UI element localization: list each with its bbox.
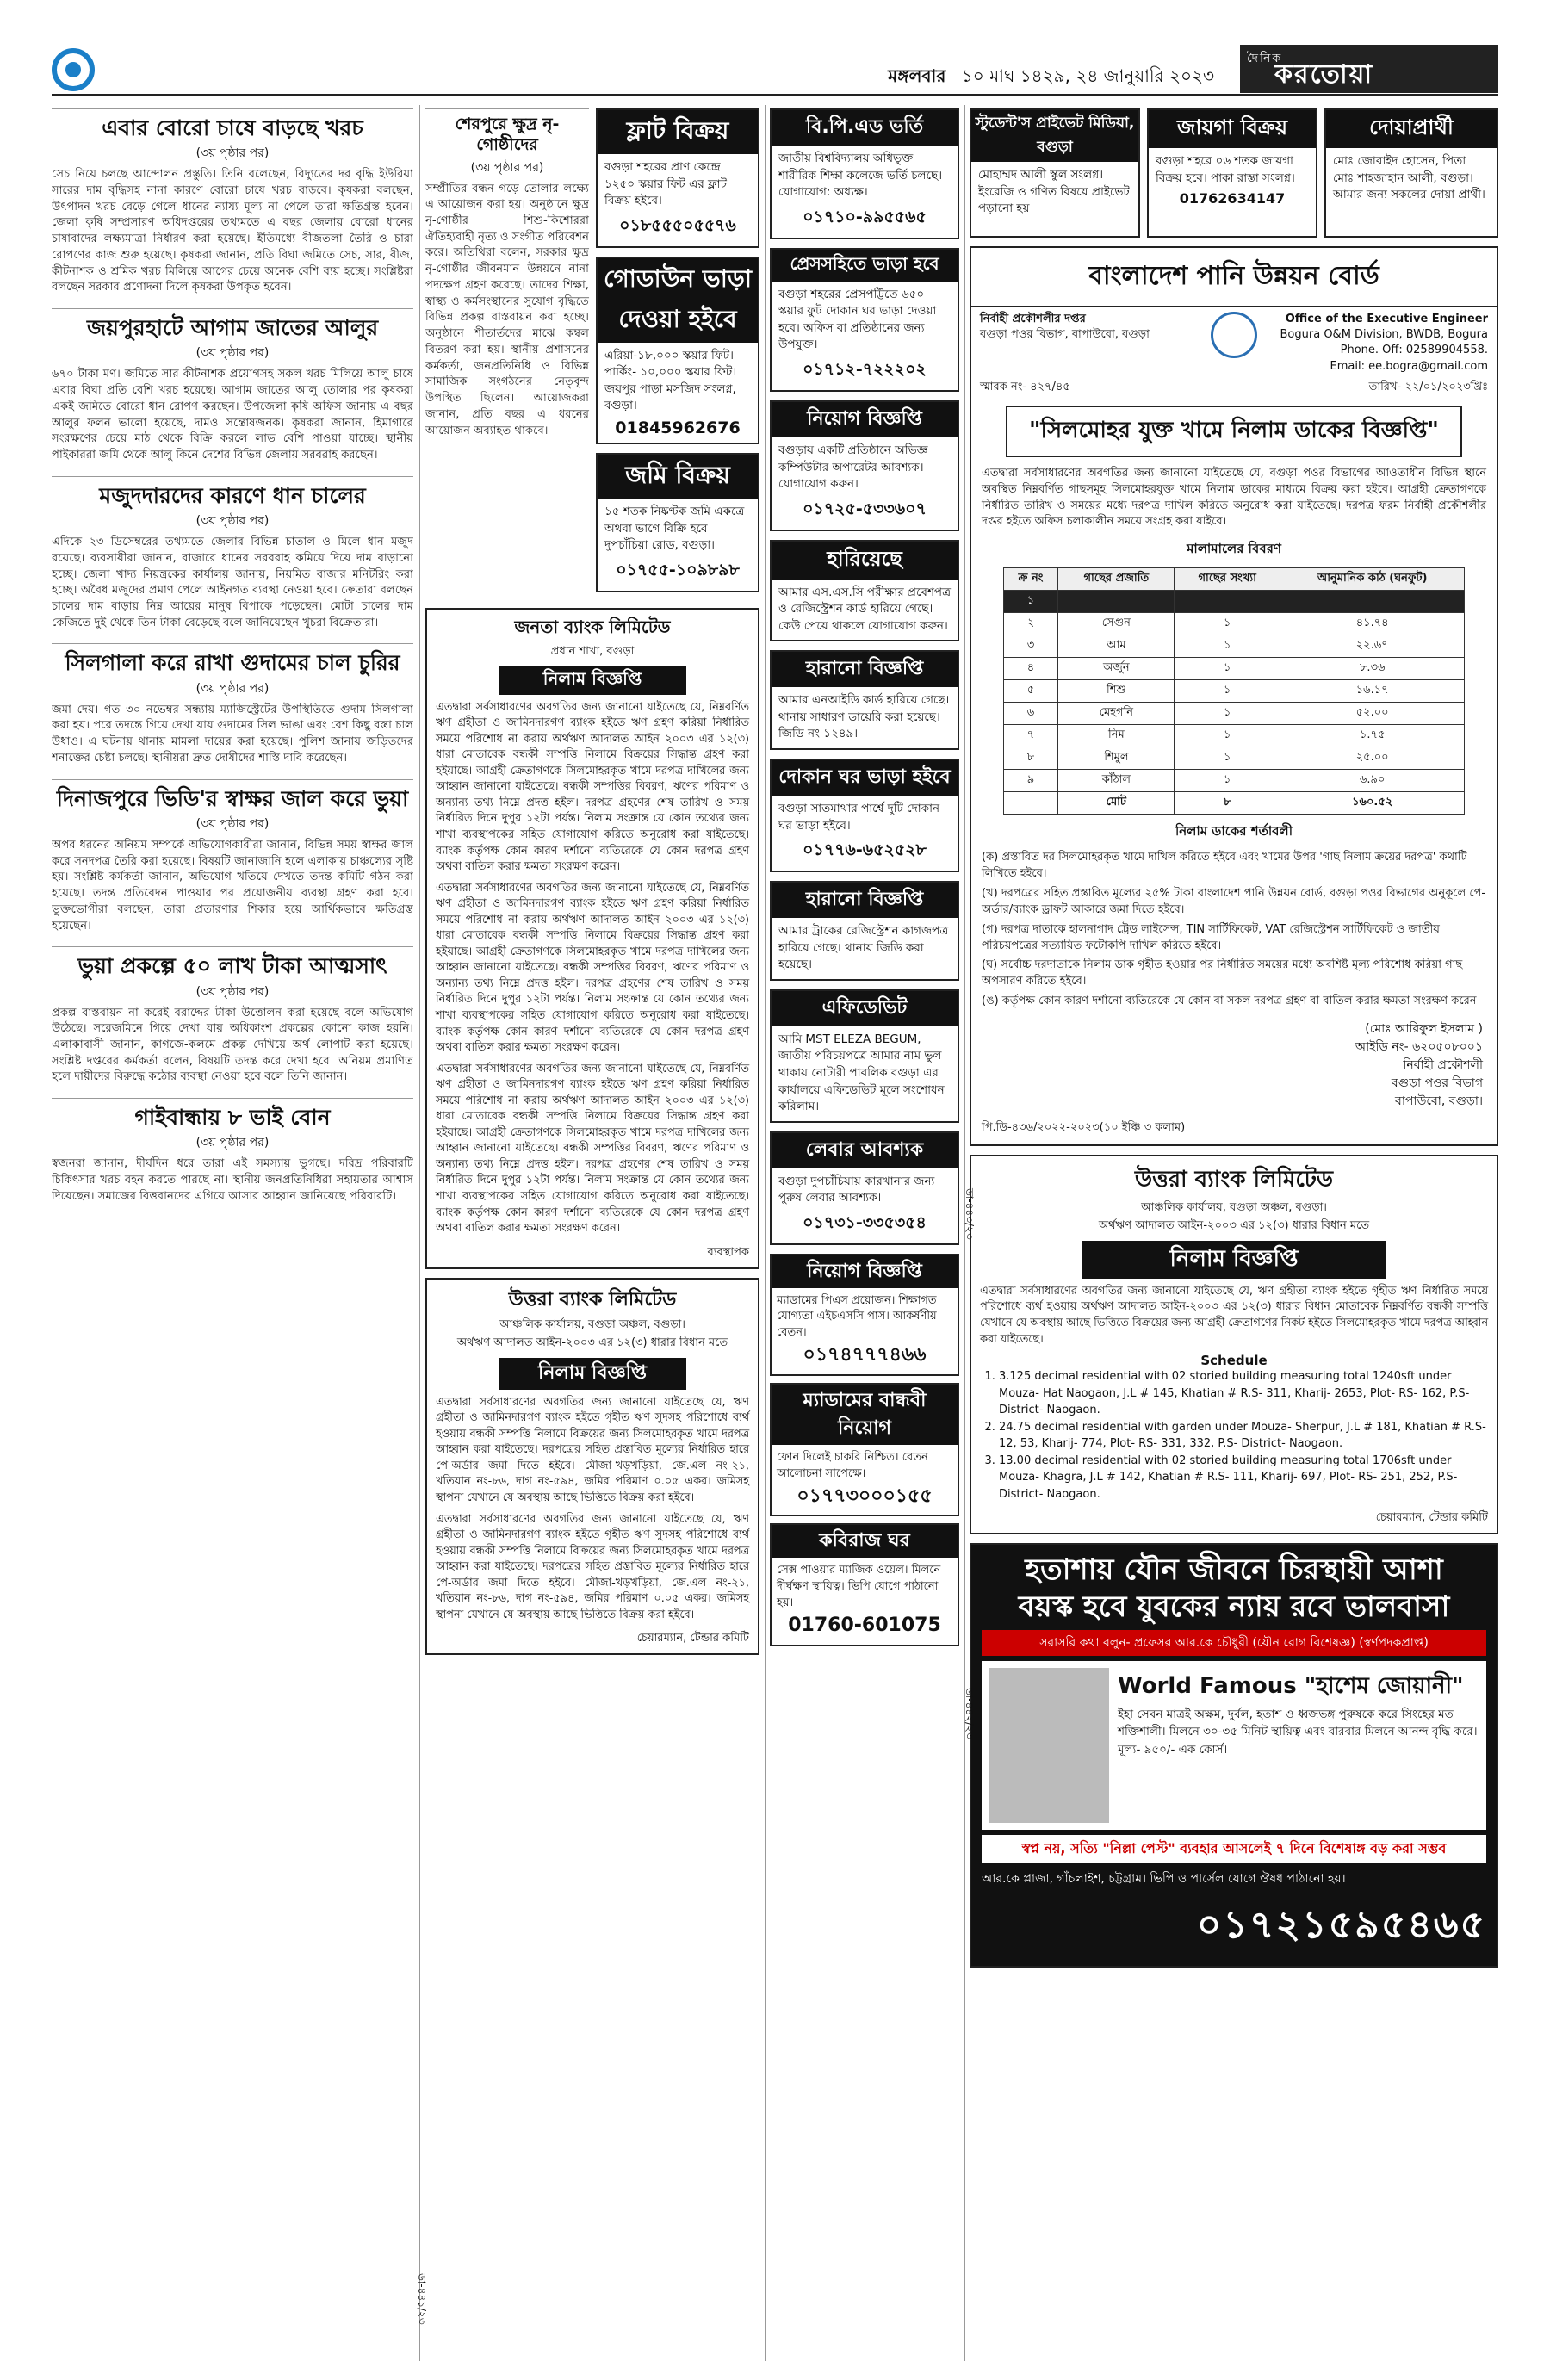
column-divider — [419, 105, 420, 2361]
office-bn-addr: বগুড়া পওর বিভাগ, বাপাউবো, বগুড়া — [980, 328, 1150, 342]
table-row: ২ সেগুন ১ ৪১.৭৪ — [1003, 613, 1465, 635]
memo-date: তারিখ- ২২/০১/২০২৩খ্রিঃ — [1368, 380, 1488, 394]
ad-phone: ০১৭৭৬-৬৫২৫২৮ — [803, 840, 927, 860]
story-body: সেচ নিয়ে চলছে আন্দোলন প্রস্তুতি। তিনি বলেছেন, বিদ্যুতের দর বৃদ্ধি ইউরিয়া সারের দাম বৃদ্ধিসহ নানা কারণে বোরো চাষে খরচ বাড়বে। কৃষকরা বলছেন, উৎপাদন খরচ বেড়ে গেলে ধানের ন্যায্য মূল্য না পেলে তারা ক্ষতিগ্রস্ত হবেন। জেলা কৃষি সম্প্রসারণ অধিদপ্তরের তথ্যমতে এ বছর জেলায় বোরো ধানের চাষাবাদের লক্ষ্যমাত্রা নির্ধারণ করা হয়েছে। ইতিমধ্যে বীজতলা তৈরি ও চারা রোপণের কাজ শুরু হয়েছে। কৃষকরা জানান, প্রতি বিঘা জমিতে সেচ, সার, বীজ, কীটনাশক ও শ্রমিক খরচ মিলিয়ে আগের চেয়ে অনেক বেশি ব্যয় হচ্ছে। সংশ্লিষ্টরা বলছেন সরকার প্রণোদনা দিলে কৃষকরা উপকৃত হবেন। — [52, 168, 413, 294]
tender-signature — [971, 1012, 1497, 1119]
table-row: ৩ আম ১ ২২.৬৭ — [1003, 635, 1465, 658]
story-body: প্রকল্প বাস্তবায়ন না করেই বরাদ্দের টাকা উত্তোলন করা হয়েছে বলে অভিযোগ উঠেছে। সরেজমিনে গিয়ে দেখা যায় অধিকাংশ প্রকল্পের কোনো কাজ হয়নি। এলাকাবাসী জানান, কাগজে-কলমে প্রকল্প দেখিয়ে অর্থ লোপাট করা হয়েছে। সংশ্লিষ্ট দপ্তরের কর্মকর্তা বলেন, বিষয়টি তদন্ত করে দেখা হবে। অনিয়ম প্রমাণিত হলে দায়ীদের বিরুদ্ধে কঠোর ব্যবস্থা নেওয়া হবে বলে তিনি জানান। — [52, 1006, 413, 1084]
story-headline[interactable]: জয়পুরহাটে আগাম জাতের আলুর — [52, 308, 413, 341]
story-headline[interactable]: ভুয়া প্রকল্পে ৫০ লাখ টাকা আত্মসাৎ — [52, 946, 413, 979]
table-header: ক্র নং — [1003, 568, 1058, 591]
brand-small: দৈনিক — [1247, 52, 1283, 65]
story-body: জমা দেয়। গত ৩০ নভেম্বর সন্ধ্যায় ম্যাজিস্ট্রেটের উপস্থিতিতে গুদাম সিলগালা করা হয়। পরে তদন্তে গিয়ে দেখা যায় গুদামের সিল ভাঙা এবং বেশ কিছু বস্তা চাল উধাও। এ ঘটনায় থানায় মামলা দায়ের করা হয়েছে। পুলিশ জানায় জড়িতদের শনাক্তের চেষ্টা চলছে। স্থানীয়রা দ্রুত দোষীদের শাস্তি দাবি করেছেন। — [52, 703, 413, 765]
ad-heading: প্রেসসহিতে ভাড়া হবে — [772, 250, 958, 282]
bank-branch: প্রধান শাখা, বগুড়া — [550, 644, 635, 658]
story-headline[interactable]: দিনাজপুরে ভিডি'র স্বাক্ষর জাল করে ভুয়া — [52, 779, 413, 812]
ad-heading: হারিয়েছে — [772, 542, 958, 580]
ad-phone: 01762634147 — [1179, 190, 1286, 208]
table-header: গাছের সংখ্যা — [1175, 568, 1280, 591]
office-en: Office of the Executive Engineer — [1285, 313, 1488, 325]
table-title: মালামালের বিবরণ — [1187, 541, 1281, 557]
ad-heading: গোডাউন ভাড়া দেওয়া হইবে — [598, 258, 758, 343]
story-continuation: (৩য় পৃষ্ঠার পর) — [195, 146, 270, 161]
date-text: ১০ মাঘ ১৪২৯, ২৪ জানুয়ারি ২০২৩ — [961, 65, 1214, 86]
ad-heading: নিয়োগ বিজ্ঞপ্তি — [772, 1255, 958, 1288]
janata-bank-notice[interactable] — [425, 608, 760, 1269]
ad-text: মোহাম্মদ আলী স্কুল সংলগ্ন। ইংরেজি ও গণিত বিষয়ে প্রাইভেট পড়ানো হয়। — [978, 168, 1130, 216]
ad-text: আমি MST ELEZA BEGUM, জাতীয় পরিচয়পত্রে আমার নাম ভুল থাকায় নোটারী পাবলিক বগুড়া এর কার্যালয়ে এফিডেভিট মূলে সংশোধন করিলাম। — [778, 1032, 945, 1114]
health-sub: সরাসরি কথা বলুন- প্রফেসর আর.কে চৌধুরী (যৌন রোগ বিশেষজ্ঞ) (স্বর্ণপদকপ্রাপ্ত) — [982, 1630, 1486, 1656]
ad-text: আমার ট্রাকের রেজিস্ট্রেশন কাগজপত্র হারিয়ে গেছে। থানায় জিডি করা হয়েছে। — [778, 924, 949, 972]
health-advertisement[interactable] — [970, 1543, 1498, 1968]
notice-sign: ব্যবস্থাপক — [707, 1245, 749, 1259]
notice-body: এতদ্বারা সর্বসাধারণের অবগতির জন্য জানানো যাইতেছে যে, ঋণ গ্রহীতা ব্যাংক হইতে গৃহীত ঋণ নির্ধারিত সময়ে পরিশোধে ব্যর্থ হওয়ায় অর্থঋণ আদালত আইন-২০০৩ এর ১২(৩) ধারার বিধান মোতাবেক নিম্নবর্ণিত বন্ধকী সম্পত্তি যেখানে যে অবস্থায় আছে ভিত্তিতে বিক্রয়ের জন্য আগ্রহী ক্রেতাগণের নিকট হইতে সিলমোহরকৃত খামে দরপত্র আহ্বান করা যাইতেছে। — [980, 1284, 1488, 1346]
tender-intro: এতদ্বারা সর্বসাধারণের অবগতির জন্য জানানো যাইতেছে যে, বগুড়া পওর বিভাগের আওতাধীন বিভিন্ন স্থানে অবস্থিত নিম্নবর্ণিত গাছসমূহ সিলমোহরযুক্ত খামে নিলাম ডাকের মাধ্যমে বিক্রয় করা হইবে। আগ্রহী ক্রেতাগণকে নির্ধারিত তারিখ ও সময়ের মধ্যে দরপত্র দাখিল করিতে অনুরোধ করা যাইতেছে। দরপত্র ফরম নির্বাহী প্রকৌশলীর দপ্তর হইতে অফিস চলাকালীন সময়ে সংগ্রহ করা যাইবে। — [982, 466, 1486, 529]
table-header: গাছের প্রজাতি — [1058, 568, 1175, 591]
ad-text: জাতীয় বিশ্ববিদ্যালয় অধিভুক্ত শারীরিক শিক্ষা কলেজে ভর্তি চলছে। যোগাযোগ: অধ্যক্ষ। — [778, 152, 943, 200]
ad-phone: ০১৭৫৫-১০৯৮৯৮ — [616, 560, 740, 580]
tender-gd: পি.ডি-৪৩৬/২০২২-২০২৩(১০ ইঞ্চি ৩ কলাম) — [982, 1120, 1186, 1134]
story-continuation: (৩য় পৃষ্ঠার পর) — [470, 160, 544, 175]
product-desc: ইহা সেবন মাত্রই অক্ষম, দুর্বল, হতাশ ও ধ্বজভঙ্গ পুরুষকে করে সিংহের মত শক্তিশালী। মিলনে ৩০-৩৫ মিনিট স্থায়িত্ব এবং বারবার মিলনে আনন্দ বৃদ্ধি করে। মূল্য- ৯৫০/- এক কোর্স। — [1118, 1708, 1478, 1757]
ad-heading: বি.পি.এড ভর্তি — [772, 110, 958, 146]
notice-body: এতদ্বারা সর্বসাধারণের অবগতির জন্য জানানো যাইতেছে যে, ঋণ গ্রহীতা ও জামিনদারগণ ব্যাংক হইতে গৃহীত ঋণ সুদসহ পরিশোধে ব্যর্থ হওয়ায় বন্ধকী সম্পত্তি নিলামে বিক্রয়ের জন্য সিলমোহরকৃত খামে দরপত্র আহ্বান করা যাইতেছে। দরপত্রের সহিত প্রস্তাবিত মূল্যের নির্ধারিত হারে পে-অর্ডার জমা দিতে হইবে। মৌজা-খড়খড়িয়া, জে.এল নং-২১, খতিয়ান নং-৮৬, দাগ নং-৫৯৪, জমির পরিমাণ ০.০৫ একর। জমিসহ স্থাপনা যেখানে যে অবস্থায় আছে ভিত্তিতে বিক্রয় করা হইবে। — [436, 1512, 749, 1621]
notice-sign: চেয়ারম্যান, টেন্ডার কমিটি — [636, 1632, 749, 1646]
tender-title: "সিলমোহর যুক্ত খামে নিলাম ডাকের বিজ্ঞপ্তি" — [1006, 406, 1462, 457]
classified-ad[interactable] — [770, 1131, 959, 1245]
uttara-bank-notice-2[interactable] — [425, 1278, 760, 1656]
memo-no: স্মারক নং- ৪২৭/৪৫ — [980, 380, 1070, 394]
classified-ad[interactable] — [770, 759, 959, 872]
ad-heading: এফিডেভিট — [772, 991, 958, 1026]
health-headline-2: বয়স্ক হবে যুবকের ন্যায় রবে ভালবাসা — [1018, 1589, 1450, 1624]
ad-text: সেক্স পাওয়ার ম্যাজিক ওয়েল। মিলনে দীর্ঘক্ষণ স্থায়িত্ব। ভিপি যোগে পাঠানো হয়। — [777, 1564, 941, 1609]
ad-heading: লেবার আবশ্যক — [772, 1133, 958, 1168]
story-headline[interactable]: শেরপুরে ক্ষুদ্র নৃ-গোষ্ঠীদের — [425, 108, 589, 156]
classified-ad[interactable] — [770, 540, 959, 642]
ad-text: ফোন দিলেই চাকরি নিশ্চিত। বেতন আলোচনা সাপেক্ষে। — [777, 1450, 928, 1480]
classified-ad[interactable] — [1324, 108, 1498, 238]
table-row: ৬ মেহগনি ১ ৫২.০০ — [1003, 703, 1465, 725]
bwdb-emblem-icon — [1211, 312, 1257, 358]
ad-heading: স্টুডেন্ট'স প্রাইভেট মিডিয়া, বগুড়া — [971, 110, 1138, 162]
ad-heading: ফ্লাট বিক্রয় — [598, 110, 758, 154]
ad-text: এরিয়া-১৮,০০০ স্কয়ার ফিট। পার্কিং- ১০,০০০ স্কয়ার ফিট। জয়পুর পাড়া মসজিদ সংলগ্ন, বগুড়া। — [604, 348, 737, 413]
classified-ad[interactable] — [770, 989, 959, 1123]
bank-law: অর্থঋণ আদালত আইন-২০০৩ এর ১২(৩) ধারার বিধান মতে — [456, 1336, 728, 1349]
gd-number: ডা-৪৪৩/২৩ — [964, 1188, 976, 1240]
ad-text: ১৫ শতক নিষ্কণ্টক জমি একত্রে অথবা ভাগে বিক্রি হবে। দুপচাঁচিয়া রোড, বগুড়া। — [604, 504, 745, 553]
office-phone: Phone. Off: 02589904558. — [1340, 344, 1488, 357]
classified-ad[interactable] — [970, 108, 1140, 238]
news-story — [52, 1098, 413, 1205]
ad-text: বগুড়া শহরের প্রাণ কেন্দ্রে ১২৫০ স্কয়ার ফিট এর ফ্লাট বিক্রয় হইবে। — [604, 160, 727, 208]
tender-office-info — [971, 307, 1497, 380]
notice-body: এতদ্বারা সর্বসাধারণের অবগতির জন্য জানানো যাইতেছে যে, নিম্নবর্ণিত ঋণ গ্রহীতা ও জামিনদারগণ ব্যাংক হইতে ঋণ গ্রহণ করিয়া নির্ধারিত সময়ে পরিশোধ না করায় অর্থঋণ আদালত আইন ২০০৩ এর ১২(৩) ধারা মোতাবেক বন্ধকী সম্পত্তি নিলামে বিক্রয়ের সিদ্ধান্ত গ্রহণ করা হইয়াছে। আগ্রহী ক্রেতাগণকে সিলমোহরকৃত খামে দরপত্র দাখিলের জন্য আহ্বান জানানো যাইতেছে। বন্ধকী সম্পত্তির বিবরণ, ঋণের পরিমাণ ও অন্যান্য তথ্য নিম্নে প্রদত্ত হইল। দরপত্র গ্রহণের শেষ তারিখ ও সময় নির্ধারিত দিনে দুপুর ১২টা পর্যন্ত। নিলাম সংক্রান্ত যে কোন তথ্যের জন্য শাখা ব্যবস্থাপকের সহিত যোগাযোগ করিতে অনুরোধ করা যাইতেছে। ব্যাংক কর্তৃপক্ষ কোন কারণ দর্শানো ব্যতিরেকে যে কোন দরপত্র গ্রহণ অথবা বাতিল করার ক্ষমতা সংরক্ষণ করেন। — [436, 700, 749, 874]
classified-ad[interactable] — [1147, 108, 1318, 238]
health-phone[interactable]: ০১৭২১৫৯৫৪৬৫ — [1196, 1903, 1486, 1948]
ad-text: ম্যাডামের পিএস প্রয়োজন। শিক্ষাগত যোগ্যতা এইচএসসি পাস। আকর্ষণীয় বেতন। — [777, 1293, 937, 1340]
schedule-item: 3. 13.00 decimal residential with 02 storied building measuring total 1706sft under Mouza- Khagra, J.L # 142, Khatian # R.S- 111, Kharij- 697, Plot- RS- 251, 252, P.S- District- Naogaon. — [999, 1453, 1488, 1503]
bwdb-tender-notice[interactable] — [970, 246, 1498, 1146]
classified-ad[interactable] — [770, 108, 959, 239]
bank-name: উত্তরা ব্যাংক লিমিটেড — [508, 1288, 677, 1311]
ad-heading: হারানো বিজ্ঞপ্তি — [772, 652, 958, 687]
story-continuation: (৩য় পৃষ্ঠার পর) — [195, 816, 270, 831]
story-headline[interactable]: এবার বোরো চাষে বাড়ছে খরচ — [52, 108, 413, 141]
ad-text: মোঃ জোবাইদ হোসেন, পিতা মোঃ শাহজাহান আলী, বগুড়া। আমার জন্য সকলের দোয়া প্রার্থী। — [1333, 154, 1485, 202]
ad-heading: নিয়োগ বিজ্ঞপ্তি — [772, 402, 958, 437]
office-email[interactable]: Email: ee.bogra@gmail.com — [1330, 359, 1488, 373]
news-story — [425, 108, 589, 589]
gd-number: ডা-৪৪২/২৩ — [964, 1688, 976, 1739]
news-story — [52, 476, 413, 632]
strip-ad[interactable] — [770, 1523, 959, 1646]
ad-heading: দোকান ঘর ভাড়া হইবে — [772, 760, 958, 796]
bank-address: আঞ্চলিক কার্যালয়, বগুড়া অঞ্চল, বগুড়া। — [1141, 1200, 1327, 1214]
news-story — [52, 308, 413, 464]
office-bn: নির্বাহী প্রকৌশলীর দপ্তর — [980, 313, 1086, 325]
story-headline[interactable]: গাইবান্ধায় ৮ ভাই বোন — [52, 1098, 413, 1131]
column-divider — [765, 105, 766, 2361]
ad-text: বগুড়া দুপচাঁচিয়ায় কারখানার জন্য পুরুষ লেবার আবশ্যক। — [778, 1174, 935, 1205]
health-product-row — [982, 1661, 1486, 1830]
story-headline[interactable]: মজুদদারদের কারণে ধান চালের — [52, 476, 413, 509]
doctor-photo-icon — [989, 1668, 1109, 1823]
notice-body: এতদ্বারা সর্বসাধারণের অবগতির জন্য জানানো যাইতেছে যে, ঋণ গ্রহীতা ও জামিনদারগণ ব্যাংক হইতে গৃহীত ঋণ সুদসহ পরিশোধে ব্যর্থ হওয়ায় বন্ধকী সম্পত্তি নিলামে বিক্রয়ের জন্য সিলমোহরকৃত খামে দরপত্র আহ্বান করা যাইতেছে। দরপত্রের সহিত প্রস্তাবিত মূল্যের নির্ধারিত হারে পে-অর্ডার জমা দিতে হইবে। মৌজা-খড়খড়িয়া, জে.এল নং-২১, খতিয়ান নং-৮৬, দাগ নং-৫৯৪, জমির পরিমাণ ০.০৫ একর। জমিসহ স্থাপনা যেখানে যে অবস্থায় আছে ভিত্তিতে বিক্রয় করা হইবে। — [436, 1395, 749, 1504]
health-tagline: স্বপ্ন নয়, সত্যি "নিল্লা পেস্ট" ব্যবহার আসলেই ৭ দিনে বিশেষাঙ্গ বড় করা সম্ভব — [982, 1835, 1486, 1863]
table-header: আনুমানিক কাঠ (ঘনফুট) — [1280, 568, 1464, 591]
schedule-item: 1. 3.125 decimal residential with 02 storied building measuring total 1240sft under Mouza- Hat Naogaon, J.L # 145, Khatian # R.S- 311, Kharij- 2653, Plot- RS- 162, P.S- District- Naogaon. — [999, 1368, 1488, 1419]
brand-name: করতোয়া — [1274, 59, 1374, 90]
condition-item: (খ) দরপত্রের সহিত প্রস্তাবিত মূল্যের ২৫% টাকা বাংলাদেশ পানি উন্নয়ন বোর্ড, বগুড়া পওর বিভাগের অনুকূলে পে-অর্ডার/ব্যাংক ড্রাফট আকারে জমা দিতে হইবে। — [982, 887, 1486, 916]
ad-phone: ০১৭১০-৯৯৫৫৬৫ — [803, 207, 927, 226]
story-continuation: (৩য় পৃষ্ঠার পর) — [195, 681, 270, 696]
strip-ad[interactable] — [770, 1254, 959, 1376]
office-en-addr: Bogura O&M Division, BWDB, Bogura — [1280, 328, 1488, 342]
health-address: আর.কে প্লাজা, গাঁচলাইশ, চট্টগ্রাম। ভিপি ও পার্সেল যোগে ঔষধ পাঠানো হয়। — [982, 1872, 1346, 1887]
classified-ad[interactable] — [596, 453, 760, 592]
classified-ad[interactable] — [770, 650, 959, 750]
column-2 — [425, 108, 760, 2356]
schedule-heading: Schedule — [1200, 1353, 1268, 1369]
sign-place: বাপাউবো, বগুড়া। — [1395, 1094, 1483, 1108]
product-name: World Famous "হাশেম জোয়ানী" — [1118, 1673, 1464, 1700]
ad-phone: ০১৭২৫-৫৩৩৬০৭ — [803, 499, 927, 518]
story-body: স্বজনরা জানান, দীর্ঘদিন ধরে তারা এই সমস্যায় ভুগছে। দরিদ্র পরিবারটি চিকিৎসার খরচ বহন করতে পারছে না। স্থানীয় জনপ্রতিনিধিরা সহায়তার আশ্বাস দিয়েছেন। সমাজের বিত্তবানদের এগিয়ে আসার আহ্বান জানিয়েছে পরিবারটি। — [52, 1157, 413, 1203]
tender-org: বাংলাদেশ পানি উন্নয়ন বোর্ড — [971, 248, 1497, 307]
notice-title: নিলাম বিজ্ঞপ্তি — [499, 1358, 686, 1390]
ad-phone: 01760-601075 — [788, 1614, 941, 1636]
gd-number: ডা-৪৪১/২৩ — [416, 2273, 428, 2325]
bank-law: অর্থঋণ আদালত আইন-২০০৩ এর ১২(৩) ধারার বিধান মতে — [1098, 1218, 1370, 1232]
table-total-row: মোট ৮ ১৬০.৫২ — [1003, 792, 1465, 815]
health-headline-1: হতাশায় যৌন জীবনে চিরস্থায়ী আশা — [1025, 1553, 1443, 1588]
ad-text: বগুড়া সাতমাথার পার্শ্বে দুটি দোকান ঘর ভাড়া হইবে। — [778, 802, 940, 833]
date-day: মঙ্গলবার — [888, 65, 946, 86]
ad-text: বগুড়ায় একটি প্রতিষ্ঠানে অভিজ্ঞ কম্পিউটার অপারেটর আবশ্যক। যোগাযোগ করুন। — [778, 443, 928, 492]
bank-name: জনতা ব্যাংক লিমিটেড — [514, 616, 671, 637]
story-continuation: (৩য় পৃষ্ঠার পর) — [195, 346, 270, 361]
ad-heading: কবিরাজ ঘর — [772, 1525, 958, 1558]
bank-name: উত্তরা ব্যাংক লিমিটেড — [1134, 1166, 1334, 1193]
schedule-item: 2. 24.75 decimal residential with garden under Mouza- Sherpur, J.L # 181, Khatian # R.S- 12, 53, Kharij- 774, Plot- RS- 331, 332, P.S- District- Naogaon. — [999, 1419, 1488, 1453]
ad-text: আমার এনআইডি কার্ড হারিয়ে গেছে। থানায় সাধারণ ডায়েরি করা হয়েছে। জিডি নং ১২৪৯। — [778, 693, 950, 741]
masthead — [52, 45, 1498, 96]
ad-heading: জায়গা বিক্রয় — [1149, 110, 1316, 148]
uttara-bank-notice-1[interactable] — [970, 1155, 1498, 1534]
news-story — [52, 779, 413, 935]
story-continuation: (৩য় পৃষ্ঠার পর) — [195, 984, 270, 999]
notice-title: নিলাম বিজ্ঞপ্তি — [1082, 1241, 1386, 1279]
story-continuation: (৩য় পৃষ্ঠার পর) — [195, 514, 270, 529]
condition-item: (গ) দরপত্র দাতাকে হালনাগাদ ট্রেড লাইসেন্স, TIN সার্টিফিকেট, VAT রেজিস্ট্রেশন সার্টিফিকেট ও জাতীয় পরিচয়পত্রের সত্যায়িত ফটোকপি দাখিল করিতে হইবে। — [982, 922, 1440, 952]
goods-table — [1003, 567, 1466, 815]
sign-title: নির্বাহী প্রকৌশলী — [1403, 1057, 1483, 1072]
table-row: ৭ নিম ১ ১.৭৫ — [1003, 725, 1465, 747]
classified-ads-stack — [596, 108, 760, 601]
ad-phone: ০১৭৪৭৭৭৪৬৬ — [803, 1344, 927, 1367]
table-row: ৪ অর্জুন ১ ৮.৩৬ — [1003, 658, 1465, 680]
classified-ad[interactable] — [596, 257, 760, 444]
ad-phone: ০১৭৩১-৩৩৫৩৫৪ — [803, 1212, 927, 1232]
sign-office: বগুড়া পওর বিভাগ — [1391, 1075, 1483, 1090]
ad-text: বগুড়া শহরে ০৬ শতক জায়গা বিক্রয় হবে। পাকা রাস্তা সংলগ্ন। — [1156, 154, 1295, 185]
story-body: ৬৭০ টাকা মণ। জমিতে সার কীটনাশক প্রয়োগসহ সকল খরচ মিলিয়ে আলু চাষে এবার বিঘা প্রতি বেশি খরচ হয়েছে। আগাম জাতের আলু তোলার পর কৃষকরা একই জমিতে বোরো ধান রোপণ করছেন। উপজেলা কৃষি অফিস জানায় এ বছর আলুর ফলন ভালো হয়েছে, দামও সন্তোষজনক। কৃষকরা জানান, হিমাগারে সংরক্ষণের চেয়ে মাঠ থেকে বিক্রি করলে লাভ বেশি পাওয়া যাচ্ছে। স্থানীয় পাইকাররা জমি থেকে আলু কিনে দেশের বিভিন্ন জেলায় সরবরাহ করছেন। — [52, 368, 413, 462]
ad-heading: ম্যাডামের বান্ধবী নিয়োগ — [772, 1385, 958, 1445]
ad-text: আমার এস.এস.সি পরীক্ষার প্রবেশপত্র ও রেজিস্ট্রেশন কার্ড হারিয়ে গেছে। কেউ পেয়ে থাকলে যোগাযোগ করুন। — [778, 585, 952, 633]
condition-item: (ঙ) কর্তৃপক্ষ কোন কারণ দর্শানো ব্যতিরেকে যে কোন বা সকল দরপত্র গ্রহণ বা বাতিল করার ক্ষমতা সংরক্ষণ করেন। — [982, 995, 1481, 1008]
ad-heading: জমি বিক্রয় — [598, 455, 758, 499]
condition-item: (ক) প্রস্তাবিত দর সিলমোহরকৃত খামে দাখিল করিতে হইবে এবং খামের উপর 'গাছ নিলাম ক্রয়ের দরপত্র' কথাটি লিখিতে হইবে। — [982, 851, 1467, 881]
classified-ad[interactable] — [596, 108, 760, 248]
conditions-heading: নিলাম ডাকের শর্তাবলী — [1175, 823, 1293, 840]
table-row: ৮ শিমুল ১ ২৫.০০ — [1003, 747, 1465, 770]
classified-ad[interactable] — [770, 400, 959, 531]
classified-ad[interactable] — [770, 248, 959, 392]
ad-phone: ০১৭১২-৭২২২০২ — [803, 359, 927, 379]
story-headline[interactable]: সিলগালা করে রাখা গুদামের চাল চুরির — [52, 643, 413, 676]
notice-title: নিলাম বিজ্ঞপ্তি — [499, 666, 686, 695]
sign-name: (মোঃ আরিফুল ইসলাম ) — [1365, 1021, 1483, 1036]
story-body: সম্প্রীতির বন্ধন গড়ে তোলার লক্ষ্যে এ আয়োজন করা হয়। অনুষ্ঠানে ক্ষুদ্র নৃ-গোষ্ঠীর শিশু-কিশোররা ঐতিহ্যবাহী নৃত্য ও সংগীত পরিবেশন করে। অতিথিরা বলেন, সরকার ক্ষুদ্র নৃ-গোষ্ঠীর জীবনমান উন্নয়নে নানা পদক্ষেপ গ্রহণ করেছে। তাদের শিক্ষা, স্বাস্থ্য ও কর্মসংস্থানের সুযোগ বৃদ্ধিতে বিভিন্ন প্রকল্প বাস্তবায়ন করা হচ্ছে। অনুষ্ঠানে শীতার্তদের মাঝে কম্বল বিতরণ করা হয়। স্থানীয় প্রশাসনের কর্মকর্তা, জনপ্রতিনিধি ও বিভিন্ন সামাজিক সংগঠনের নেতৃবৃন্দ উপস্থিত ছিলেন। আয়োজকরা জানান, প্রতি বছর এ ধরনের আয়োজন অব্যাহত থাকবে। — [425, 182, 589, 437]
news-story — [52, 643, 413, 766]
ad-phone: ০১৮৫৫৫০৫৫৭৬ — [619, 215, 736, 235]
news-story — [52, 946, 413, 1086]
ad-text: বগুড়া শহরের প্রেসপট্টিতে ৬৫০ স্কয়ার ফুট দোকান ঘর ভাড়া দেওয়া হবে। অফিস বা প্রতিষ্ঠানের জন্য উপযুক্ত। — [778, 287, 937, 352]
table-row: ৫ শিশু ১ ১৬.১৭ — [1003, 680, 1465, 703]
ad-heading: হারানো বিজ্ঞপ্তি — [772, 883, 958, 918]
notice-body: এতদ্বারা সর্বসাধারণের অবগতির জন্য জানানো যাইতেছে যে, নিম্নবর্ণিত ঋণ গ্রহীতা ও জামিনদারগণ ব্যাংক হইতে ঋণ গ্রহণ করিয়া নির্ধারিত সময়ে পরিশোধ না করায় অর্থঋণ আদালত আইন ২০০৩ এর ১২(৩) ধারা মোতাবেক বন্ধকী সম্পত্তি নিলামে বিক্রয়ের সিদ্ধান্ত গ্রহণ করা হইয়াছে। আগ্রহী ক্রেতাগণকে সিলমোহরকৃত খামে দরপত্র দাখিলের জন্য আহ্বান জানানো যাইতেছে। বন্ধকী সম্পত্তির বিবরণ, ঋণের পরিমাণ ও অন্যান্য তথ্য নিম্নে প্রদত্ত হইল। দরপত্র গ্রহণের শেষ তারিখ ও সময় নির্ধারিত দিনে দুপুর ১২টা পর্যন্ত। নিলাম সংক্রান্ত যে কোন তথ্যের জন্য শাখা ব্যবস্থাপকের সহিত যোগাযোগ করিতে অনুরোধ করা যাইতেছে। ব্যাংক কর্তৃপক্ষ কোন কারণ দর্শানো ব্যতিরেকে যে কোন দরপত্র গ্রহণ অথবা বাতিল করার ক্ষমতা সংরক্ষণ করেন। — [436, 881, 749, 1055]
news-column-1 — [52, 108, 413, 2356]
newspaper-brand — [1240, 45, 1498, 93]
table-row: ৯ কাঁঠাল ১ ৬.৯০ — [1003, 770, 1465, 792]
sign-id: আইডি নং- ৬২০৫০৮০০১ — [1355, 1039, 1483, 1054]
top-right-ads-row — [970, 108, 1498, 246]
column-4 — [970, 108, 1498, 2356]
dateline — [888, 64, 1214, 92]
classified-ad[interactable] — [770, 881, 959, 981]
notice-sign: চেয়ারম্যান, টেন্ডার কমিটি — [1375, 1511, 1488, 1525]
news-story — [52, 108, 413, 296]
ad-phone: 01845962676 — [615, 418, 741, 437]
story-body: অপর ধরনের অনিয়ম সম্পর্কে অভিযোগকারীরা জানান, বিভিন্ন সময় স্বাক্ষর জাল করে সনদপত্র তৈরি করা হয়েছে। বিষয়টি জানাজানি হলে এলাকায় চাঞ্চল্যের সৃষ্টি হয়। সংশ্লিষ্ট কর্মকর্তা জানান, অভিযোগ খতিয়ে দেখতে তদন্ত কমিটি গঠন করা হয়েছে। তদন্ত প্রতিবেদন পাওয়ার পর প্রয়োজনীয় ব্যবস্থা গ্রহণ করা হবে। ভুক্তভোগীরা বলছেন, তারা প্রতারণার শিকার হয়ে আর্থিকভাবে ক্ষতিগ্রস্ত হয়েছেন। — [52, 838, 413, 933]
story-body: এদিকে ২৩ ডিসেম্বরের তথ্যমতে জেলার বিভিন্ন চাতাল ও মিলে ধান মজুদ রয়েছে। ব্যবসায়ীরা জানান, বাজারে ধানের সরবরাহ কমিয়ে দিয়ে দাম বাড়ানো হচ্ছে। জেলা খাদ্য নিয়ন্ত্রকের কার্যালয় জানায়, নিয়মিত বাজার মনিটরিং করা হচ্ছে। অবৈধ মজুদের প্রমাণ পেলে আইনগত ব্যবস্থা নেওয়া হবে। ক্রেতারা বলছেন চালের দাম বাড়ায় নিম্ন আয়ের মানুষ বিপাকে পড়েছেন। মোটা চালের দাম কেজিতে দুই থেকে তিন টাকা বেড়েছে বলে জানিয়েছেন খুচরা বিক্রেতারা। — [52, 536, 413, 629]
notice-body: এতদ্বারা সর্বসাধারণের অবগতির জন্য জানানো যাইতেছে যে, নিম্নবর্ণিত ঋণ গ্রহীতা ও জামিনদারগণ ব্যাংক হইতে ঋণ গ্রহণ করিয়া নির্ধারিত সময়ে পরিশোধ না করায় অর্থঋণ আদালত আইন ২০০৩ এর ১২(৩) ধারা মোতাবেক বন্ধকী সম্পত্তি নিলামে বিক্রয়ের সিদ্ধান্ত গ্রহণ করা হইয়াছে। আগ্রহী ক্রেতাগণকে সিলমোহরকৃত খামে দরপত্র দাখিলের জন্য আহ্বান জানানো যাইতেছে। বন্ধকী সম্পত্তির বিবরণ, ঋণের পরিমাণ ও অন্যান্য তথ্য নিম্নে প্রদত্ত হইল। দরপত্র গ্রহণের শেষ তারিখ ও সময় নির্ধারিত দিনে দুপুর ১২টা পর্যন্ত। নিলাম সংক্রান্ত যে কোন তথ্যের জন্য শাখা ব্যবস্থাপকের সহিত যোগাযোগ করিতে অনুরোধ করা যাইতেছে। ব্যাংক কর্তৃপক্ষ কোন কারণ দর্শানো ব্যতিরেকে যে কোন দরপত্র গ্রহণ অথবা বাতিল করার ক্ষমতা সংরক্ষণ করেন। — [436, 1062, 749, 1236]
bank-address: আঞ্চলিক কার্যালয়, বগুড়া অঞ্চল, বগুড়া। — [499, 1317, 685, 1331]
schedule-list — [980, 1368, 1488, 1503]
page-logo-icon — [52, 48, 95, 91]
tender-memo — [971, 380, 1497, 400]
strip-ad[interactable] — [770, 1383, 959, 1516]
ad-phone: ০১৭৭৩০০০১৫৫ — [797, 1484, 933, 1507]
classified-column-3 — [770, 108, 959, 2356]
ad-heading: দোয়াপ্রার্থী — [1326, 110, 1497, 148]
condition-item: (ঘ) সর্বোচ্চ দরদাতাকে নিলাম ডাক গৃহীত হওয়ার পর নির্ধারিত সময়ের মধ্যে অবশিষ্ট মূল্য পরিশোধ করিয়া গাছ অপসারণ করিতে হইবে। — [982, 958, 1463, 989]
table-row: ১ — [1003, 591, 1465, 613]
story-continuation: (৩য় পৃষ্ঠার পর) — [195, 1136, 270, 1150]
